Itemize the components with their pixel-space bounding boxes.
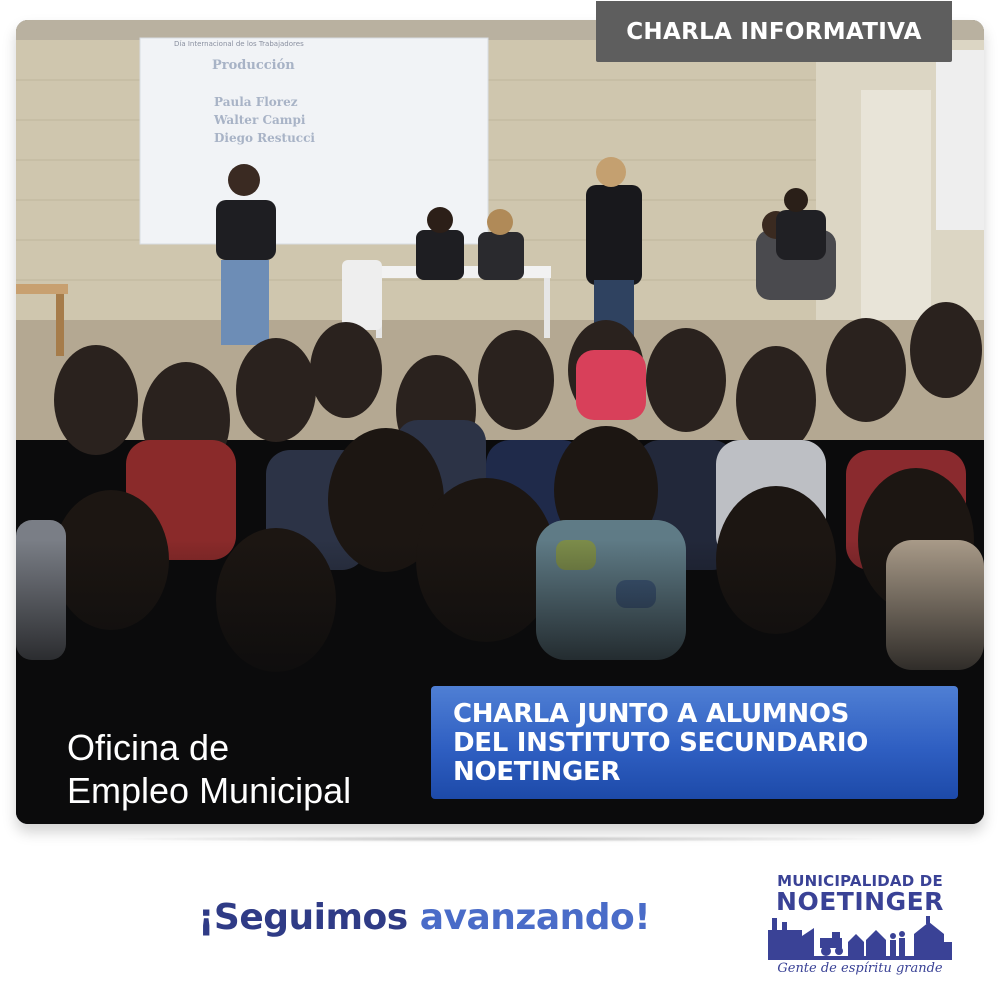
slogan-part1: ¡Seguimos xyxy=(198,897,408,938)
category-tag: CHARLA INFORMATIVA xyxy=(596,1,952,62)
slogan-part2: avanzando! xyxy=(419,897,651,938)
slogan xyxy=(198,897,650,938)
logo-tagline: Gente de espíritu grande xyxy=(777,961,943,976)
divider-shadow xyxy=(100,836,900,842)
headline-line: CHARLA JUNTO A ALUMNOS xyxy=(453,699,850,729)
municipality-logo xyxy=(762,872,958,984)
slide-name: Walter Campi xyxy=(214,113,306,127)
slide-heading: Producción xyxy=(212,58,295,73)
slide-name: Paula Florez xyxy=(214,95,298,109)
office-line: Oficina de xyxy=(67,727,230,768)
headline-line: NOETINGER xyxy=(453,757,621,787)
slide-caption: Día Internacional de los Trabajadores xyxy=(174,40,304,48)
office-line: Empleo Municipal xyxy=(67,770,352,811)
logo-line1: MUNICIPALIDAD DE xyxy=(777,872,943,890)
headline-line: DEL INSTITUTO SECUNDARIO xyxy=(453,728,869,758)
town-skyline-logo xyxy=(768,916,952,960)
slide-name: Diego Restucci xyxy=(214,131,315,145)
headline-box xyxy=(431,686,958,799)
logo-line2: NOETINGER xyxy=(776,887,944,916)
office-name xyxy=(67,726,437,812)
